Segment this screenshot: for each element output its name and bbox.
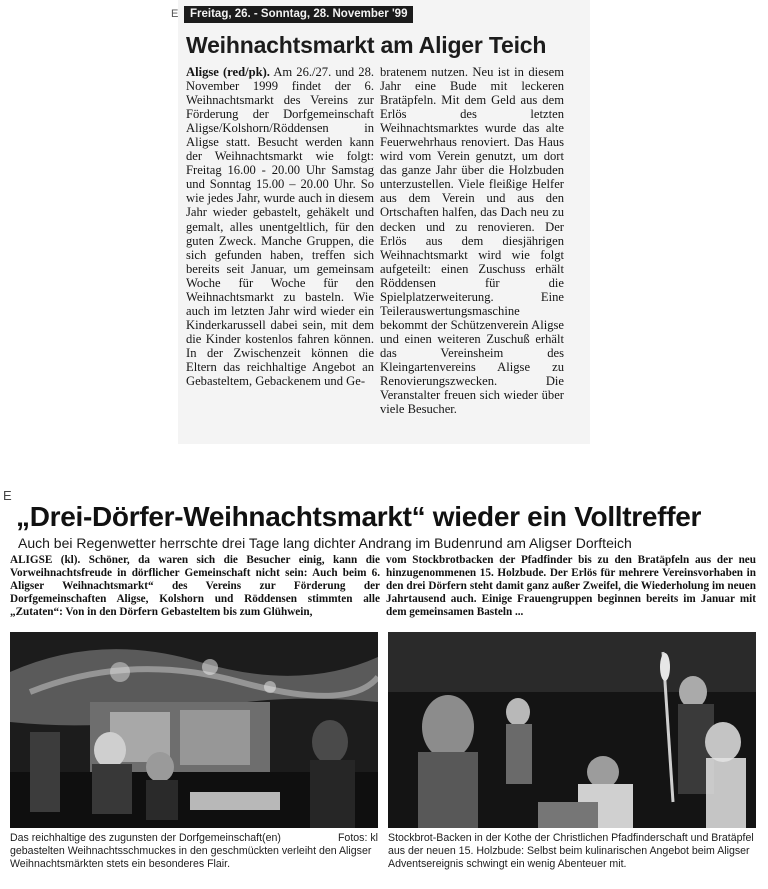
- photo-market-stalls: [10, 632, 378, 828]
- lead-text-left: ALIGSE (kl). Schöner, da waren sich die Besucher einig, kann die Vorweihnachtsfreude in dörflicher Gemeinschaft nicht sein: Auch beim 6. Aligser Weihnachtsmarkt“ des Vereins zur Förderung der Dorfgemeinschaften Aligse, Kolshorn und Röddensen stimmten alle „Zutaten“: Von in den Dörfern Gebasteltem bis zum Glühwein,: [10, 554, 380, 618]
- subheadline: Auch bei Regenwetter herrschte drei Tage lang dichter Andrang im Budenrund am Aligser Dorfteich: [18, 535, 632, 551]
- margin-mark-bottom: E: [3, 488, 12, 503]
- photo-stockbrot-baking: [388, 632, 756, 828]
- caption-right: Stockbrot-Backen in der Kothe der Christlichen Pfadfinderschaft und Bratäpfel aus der neuen 15. Holzbude: Selbst beim kulinarischen Angebot beim Aligser Adventsereignis schwingt ein wenig Abenteuer mit.: [388, 832, 754, 870]
- article-lede: Aligse (red/pk).: [186, 65, 270, 79]
- headline-bottom: „Drei-Dörfer-Weihnachtsmarkt“ wieder ein Volltreffer: [16, 501, 702, 532]
- photo-credit: Fotos: kl: [337, 832, 378, 844]
- caption-left: [10, 832, 378, 882]
- article-column-2: [380, 65, 564, 443]
- caption-left-text: Das reichhaltige des zugunsten der Dorfgemeinschaft(en) gebastelten Weihnachtsschmuckes in den geschmückten verleiht den Aligser Weihnachtsmärkten stets ein besonderes Flair.: [10, 832, 372, 870]
- article-column-2-text: bratenem nutzen. Neu ist in diesem Jahr eine Bude mit leckeren Bratäpfeln. Mit dem Geld aus dem Erlös des letzten Weihnachtsmarktes wurde das alte Feuerwehrhaus renoviert. Das Haus wird vom Verein genutzt, um dort das ganze Jahr über die Holzbuden unterzustellen. Viele fleißige Helfer aus dem Verein und aus den Ortschaften halfen, das Dach neu zu decken und zu renovieren. Der Erlös aus dem diesjährigen Weihnachtsmarkt wird wie folgt aufgeteilt: einen Zuschuss erhält Röddensen für die Spielplatzerweiterung. Eine Teilerauswertungsmaschine bekommt der Schützenverein Aligse und einen weiteren Zuschuß erhält das Vereinsheim des Kleingartenvereins Aligse zu Renovierungszwecken. Die Veranstalter freuen sich wieder über viele Besucher.: [380, 65, 564, 417]
- article-column-1: [186, 65, 374, 443]
- headline-top: Weihnachtsmarkt am Aliger Teich: [186, 32, 547, 58]
- dateline-bar: Freitag, 26. - Sonntag, 28. November '99: [184, 6, 413, 23]
- margin-mark-top: E: [171, 8, 179, 20]
- article-column-1-text: Am 26./27. und 28. November 1999 findet der 6. Weihnachtsmarkt des Vereins zur Förderung der Dorfgemeinschaft Aligse/Kolshorn/Röddensen in Aligse statt. Besucht werden kann der Weihnachtsmarkt wie folgt: Freitag 16.00 - 20.00 Uhr Samstag und Sonntag 15.00 – 20.00 Uhr. So wie jedes Jahr, wurde auch in diesem Jahr wieder gebastelt, gehäkelt und gemalt, alles unentgeltlich, für den guten Zweck. Manche Gruppen, die sich gefunden haben, treffen sich bereits seit Januar, um gemeinsam Woche für Woche für den Weihnachtsmarkt zu basteln. Wie auch im letzten Jahr wird wieder ein Kinderkarussell dabei sein, mit dem die Kinder kostenlos fahren können. In der Zwischenzeit können die Eltern das reichhaltige Angebot an Gebasteltem, Gebackenem und Ge-: [186, 65, 374, 389]
- lead-text-right: vom Stockbrotbacken der Pfadfinder bis zu den Bratäpfeln aus der neu hinzugenommenen 15. Holzbude. Der Erlös für mehrere Vereinsvorhaben in den drei Dörfern steht damit ganz außer Zweifel, die Wiederholung im neuen Jahrtausend auch. Einige Frauengruppen beginnen bereits im Januar mit dem gemeinsamen Basteln ...: [386, 554, 756, 618]
